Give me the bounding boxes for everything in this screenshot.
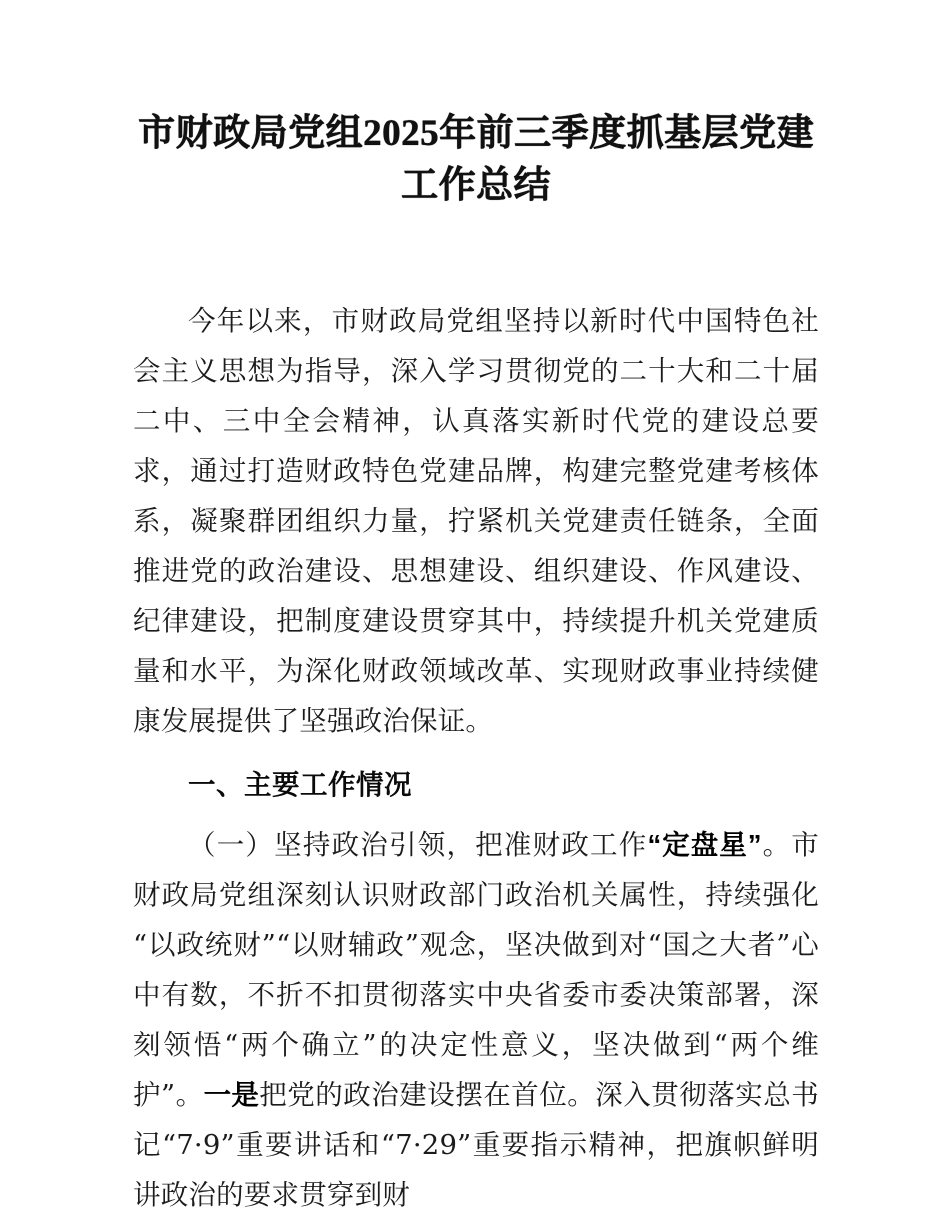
section-heading-main-work: 一、主要工作情况: [188, 769, 412, 800]
document-title: 市财政局党组2025年前三季度抓基层党建工作总结: [138, 113, 814, 206]
spacer-before-heading: [133, 746, 819, 760]
subsection-paragraph-1: [133, 820, 819, 1220]
subsection-continuation-2: 把党的政治建设摆在首位。深入贯彻落实总书记“7·9”重要讲话和“7·29”重要指示精神，把旗帜鲜明讲政治的要求贯穿到财: [133, 1079, 820, 1211]
emphasis-dingpanxing: “定盘星”: [647, 829, 762, 860]
spacer-before-subsection: [133, 810, 819, 820]
opening-paragraph: 今年以来，市财政局党组坚持以新时代中国特色社会主义思想为指导，深入学习贯彻党的二十大和二十届二中、三中全会精神，认真落实新时代党的建设总要求，通过打造财政特色党建品牌，构建完整党建考核体系，凝聚群团组织力量，拧紧机关党建责任链条，全面推进党的政治建设、思想建设、组织建设、作风建设、纪律建设，把制度建设贯穿其中，持续提升机关党建质量和水平，为深化财政领域改革、实现财政事业持续健康发展提供了坚强政治保证。: [133, 305, 819, 737]
emphasis-yishi: 一是: [203, 1079, 260, 1110]
document-body: [133, 296, 819, 1220]
subsection-lead-in: （一）坚持政治引领，把准财政工作: [188, 829, 648, 861]
subsection-continuation-1: 。市财政局党组深刻认识财政部门政治机关属性，持续强化“以政统财”“以财辅政”观念，坚决做到对“国之大者”心中有数，不折不扣贯彻落实中央省委市委决策部署，深刻领悟“两个确立”的决定性意义，坚决做到“两个维护”。: [133, 829, 819, 1111]
